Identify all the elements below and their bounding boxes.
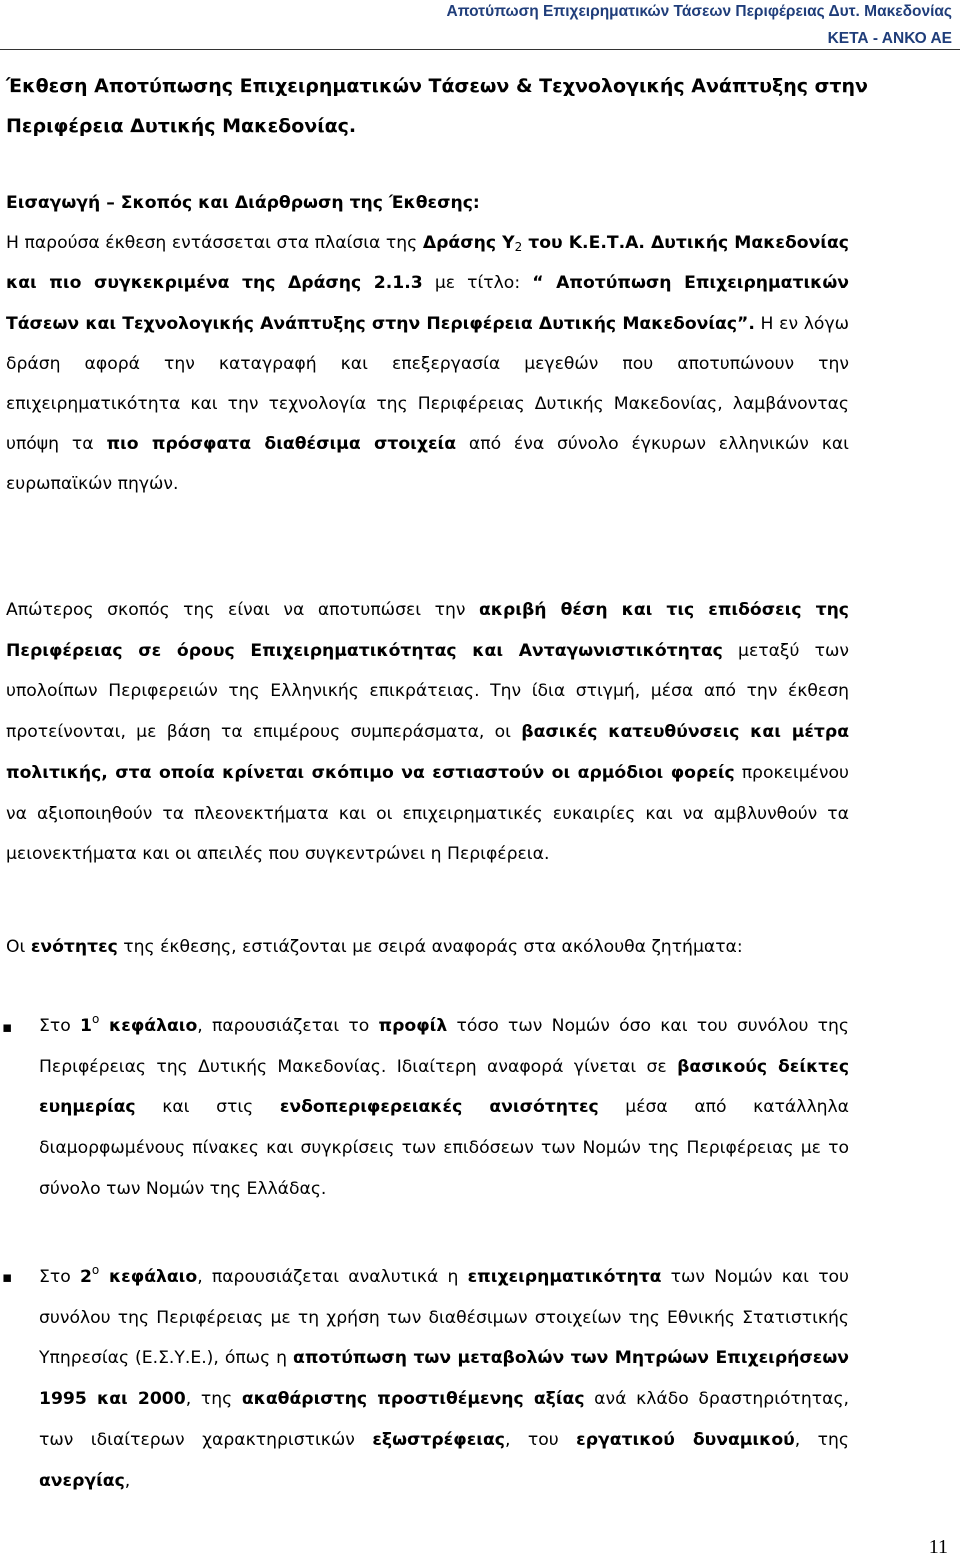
- list-item-chapter-2: [39, 1257, 849, 1501]
- square-bullet-icon: ▪: [2, 1018, 13, 1036]
- chapter2-bold-unemployment: ανεργίας: [39, 1470, 125, 1491]
- header-divider: [0, 49, 960, 50]
- sections-intro-paragraph: [6, 927, 849, 967]
- chapter1-text: Στο: [39, 1016, 80, 1036]
- purpose-paragraph: [6, 590, 849, 875]
- sections-bold-units: ενότητες: [30, 937, 118, 957]
- chapter1-bold-chapter: κεφάλαιο: [99, 1016, 198, 1036]
- intro-bold-program: του Κ.Ε.Τ.Α. Δυτικής Μακεδονίας και πιο συγκεκριμένα της Δράσης 2.1.3: [6, 233, 849, 294]
- running-header: [447, 2, 953, 49]
- intro-bold-action-subscript: 2: [514, 240, 523, 255]
- chapter2-text: ,: [124, 1470, 131, 1491]
- chapter1-text: και στις: [135, 1097, 280, 1118]
- chapter2-bold-workforce: εργατικού δυναμικού: [576, 1429, 795, 1450]
- chapter2-bold-entrepreneurship: επιχειρηματικότητα: [467, 1267, 662, 1287]
- intro-bold-action-title: “ Αποτύπωση Επιχειρηματικών Τάσεων και Τεχνολογικής Ανάπτυξης στην Περιφέρεια Δυτικής Μακεδονίας”.: [6, 273, 850, 334]
- purpose-bold-position: ακριβή θέση και τις επιδόσεις της Περιφέρειας σε όρους Επιχειρηματικότητας και Ανταγωνιστικότητας: [6, 600, 850, 661]
- intro-bold-recent-data: πιο πρόσφατα διαθέσιμα στοιχεία: [106, 434, 457, 455]
- chapter1-text: τόσο των Νομών όσο και του συνόλου της Περιφέρειας της Δυτικής Μακεδονίας. Ιδιαίτερη αναφορά γίνεται σε: [39, 1016, 850, 1077]
- page-number: 11: [928, 1536, 948, 1558]
- header-title: Αποτύπωση Επιχειρηματικών Τάσεων Περιφέρειας Δυτ. Μακεδονίας: [446, 3, 952, 20]
- chapter1-bold-profile: προφίλ: [378, 1016, 448, 1036]
- chapter2-bold-registries: αποτύπωση των μεταβολών των Μητρώων Επιχειρήσεων 1995 και 2000: [39, 1348, 850, 1410]
- chapter2-text: , παρουσιάζεται αναλυτικά η: [197, 1267, 468, 1287]
- sections-text: Οι: [6, 937, 31, 957]
- intro-text: από ένα σύνολο έγκυρων ελληνικών και ευρωπαϊκών πηγών.: [6, 434, 849, 495]
- chapter2-bold-gva: ακαθάριστης προστιθέμενης αξίας: [241, 1389, 585, 1410]
- header-organization: ΚΕΤΑ - ΑΝΚΟ ΑΕ: [827, 30, 952, 47]
- intro-heading: Εισαγωγή – Σκοπός και Διάρθρωση της Έκθεσης:: [6, 193, 480, 213]
- chapter1-text: μέσα από κατάλληλα διαμορφωμένους πίνακες και συγκρίσεις των επιδόσεων των Νομών της Περιφέρειας με το σύνολο των Νομών της Ελλάδας.: [39, 1097, 850, 1199]
- chapter2-bold-extroversion: εξωστρέφειας: [372, 1429, 505, 1450]
- square-bullet-icon: ▪: [2, 1268, 13, 1286]
- intro-bold-action: Δράσης Υ: [422, 233, 515, 254]
- purpose-text: προκειμένου να αξιοποιηθούν τα πλεονεκτήματα και οι επιχειρηματικές ευκαιρίες και να αμβλυνθούν τα μειονεκτήματα και οι απειλές που συγκεντρώνει η Περιφέρεια.: [6, 762, 849, 865]
- chapter2-bold-chapter: κεφάλαιο: [99, 1267, 198, 1287]
- chapter2-number: 2: [79, 1267, 92, 1287]
- chapter2-ordinal-superscript: ο: [91, 1263, 100, 1277]
- report-title: Έκθεση Αποτύπωσης Επιχειρηματικών Τάσεων & Τεχνολογικής Ανάπτυξης στην Περιφέρεια Δυτικής Μακεδονίας.: [6, 75, 868, 137]
- sections-text: της έκθεσης, εστιάζονται με σειρά αναφοράς στα ακόλουθα ζητήματα:: [117, 937, 743, 957]
- purpose-text: Απώτερος σκοπός της είναι να αποτυπώσει την: [6, 600, 479, 620]
- chapter1-number: 1: [79, 1016, 92, 1036]
- chapter2-text: Στο: [39, 1267, 80, 1287]
- intro-text: Η παρούσα έκθεση εντάσσεται στα πλαίσια της: [6, 233, 423, 254]
- intro-text: με τίτλο:: [422, 273, 533, 294]
- intro-text: Η εν λόγω δράση αφορά την καταγραφή και επεξεργασία μεγεθών που αποτυπώνουν την επιχειρηματικότητα και την τεχνολογία της Περιφέρειας Δυτικής Μακεδονίας, λαμβάνοντας υπόψη τα: [6, 313, 850, 455]
- chapter2-text: , του: [504, 1429, 577, 1450]
- chapter1-text: , παρουσιάζεται το: [197, 1016, 379, 1036]
- intro-section: [6, 183, 849, 505]
- chapter2-text: ανά κλάδο δραστηριότητας, των ιδιαίτερων χαρακτηριστικών: [39, 1389, 849, 1450]
- purpose-bold-directions: βασικές κατευθύνσεις και μέτρα πολιτικής, στα οποία κρίνεται σκόπιμο να εστιαστούν οι αρμόδιοι φορείς: [6, 722, 849, 783]
- list-item-chapter-1: [39, 1006, 849, 1210]
- chapter2-text: των Νομών και του συνόλου της Περιφέρειας με τη χρήση των διαθέσιμων στοιχείων της Εθνικής Στατιστικής Υπηρεσίας (Ε.Σ.Υ.Ε.), όπως η: [39, 1267, 849, 1369]
- purpose-text: μεταξύ των υπολοίπων Περιφερειών της Ελληνικής επικράτειας. Την ίδια στιγμή, μέσα από την έκθεση προτείνονται, με βάση τα επιμέρους συμπεράσματα, οι: [6, 640, 850, 743]
- chapter1-bold-inequalities: ενδοπεριφερειακές ανισότητες: [279, 1097, 599, 1118]
- chapter1-bold-indicators: βασικούς δείκτες ευημερίας: [39, 1056, 850, 1118]
- chapter1-ordinal-superscript: ο: [91, 1012, 100, 1026]
- chapter2-text: , της: [185, 1389, 242, 1410]
- chapter2-text: , της: [794, 1429, 850, 1450]
